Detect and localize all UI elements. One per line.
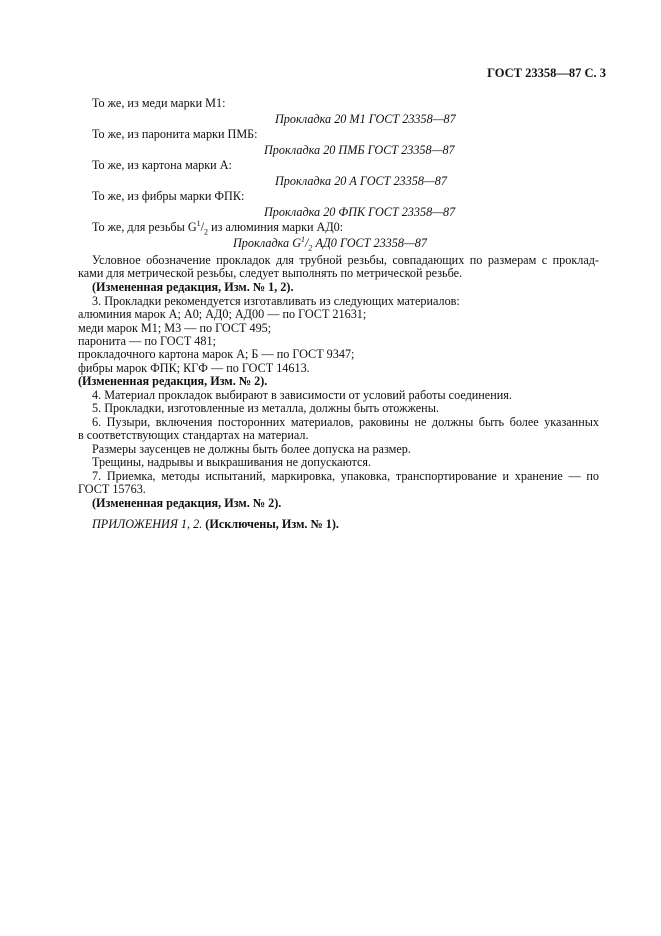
material-item: меди марок М1; М3 — по ГОСТ 495; xyxy=(78,321,272,335)
clause-7-line: 7. Приемка, методы испытаний, маркировка, упаковка, транспортирование и хранение — по xyxy=(92,469,599,483)
paragraph-line: ками для метрической резьбы, следует выполнять по метрической резьбе. xyxy=(78,266,463,280)
thread-example-designation: Прокладка $G^1/_2$ АД0 ГОСТ 23358—87 xyxy=(233,234,427,253)
revision-note: (Измененная редакция, Изм. № 2). xyxy=(92,496,282,510)
paragraph-line: Условное обозначение прокладок для трубной резьбы, совпадающих по размерам с проклад- xyxy=(92,253,599,267)
example-intro: То же, из картона марки А: xyxy=(92,158,232,172)
example-intro: То же, из фибры марки ФПК: xyxy=(92,189,245,203)
appendix-note xyxy=(92,517,339,531)
thread-fraction-numerator: 1 xyxy=(196,218,201,228)
example-intro: То же, из паронита марки ПМБ: xyxy=(92,127,258,141)
material-item: паронита — по ГОСТ 481; xyxy=(78,334,216,348)
material-item: прокладочного картона марок А; Б — по ГОСТ 9347; xyxy=(78,347,355,361)
thread-designation-numerator: 1 xyxy=(301,234,305,244)
thread-designation-post: АД0 ГОСТ 23358—87 xyxy=(312,236,427,250)
material-item: алюминия марок А; А0; АД0; АД00 — по ГОСТ 21631; xyxy=(78,307,367,321)
example-intro: То же, из меди марки М1: xyxy=(92,96,226,110)
page-header: ГОСТ 23358—87 С. 3 xyxy=(487,66,606,80)
revision-note: (Измененная редакция, Изм. № 2). xyxy=(78,374,268,388)
appendix-label: ПРИЛОЖЕНИЯ 1, 2. xyxy=(92,517,203,531)
thread-designation-pre: Прокладка G xyxy=(233,236,301,250)
example-designation: Прокладка 20 М1 ГОСТ 23358—87 xyxy=(275,112,456,126)
thread-fraction-denominator: 2 xyxy=(204,227,209,237)
clause-7-line: ГОСТ 15763. xyxy=(78,482,146,496)
example-designation: Прокладка 20 ФПК ГОСТ 23358—87 xyxy=(264,205,456,219)
appendix-status: (Исключены, Изм. № 1). xyxy=(205,517,339,531)
clause-5: 5. Прокладки, изготовленные из металла, должны быть отожжены. xyxy=(92,401,439,415)
clause-6-line: в соответствующих стандартах на материал. xyxy=(78,428,309,442)
cracks-paragraph: Трещины, надрывы и выкрашивания не допускаются. xyxy=(92,455,372,469)
thread-intro-post: из алюминия марки АД0: xyxy=(208,220,344,234)
clause-6-line: 6. Пузыри, включения посторонних материалов, раковины не должны быть более указанных xyxy=(92,415,599,429)
example-designation: Прокладка 20 А ГОСТ 23358—87 xyxy=(275,174,447,188)
clause-4: 4. Материал прокладок выбирают в зависимости от условий работы соединения. xyxy=(92,388,512,402)
revision-note: (Измененная редакция, Изм. № 1, 2). xyxy=(92,280,294,294)
clause-3-title: 3. Прокладки рекомендуется изготавливать из следующих материалов: xyxy=(92,294,460,308)
thread-example-intro: То же, для резьбы $G^1/_2$ из алюминия марки АД0: xyxy=(92,218,344,237)
thread-intro-pre: То же, для резьбы G xyxy=(92,220,197,234)
burrs-paragraph: Размеры заусенцев не должны быть более допуска на размер. xyxy=(92,442,411,456)
material-item: фибры марок ФПК; КГФ — по ГОСТ 14613. xyxy=(78,361,310,375)
thread-designation-denominator: 2 xyxy=(308,243,313,253)
example-designation: Прокладка 20 ПМБ ГОСТ 23358—87 xyxy=(264,143,455,157)
